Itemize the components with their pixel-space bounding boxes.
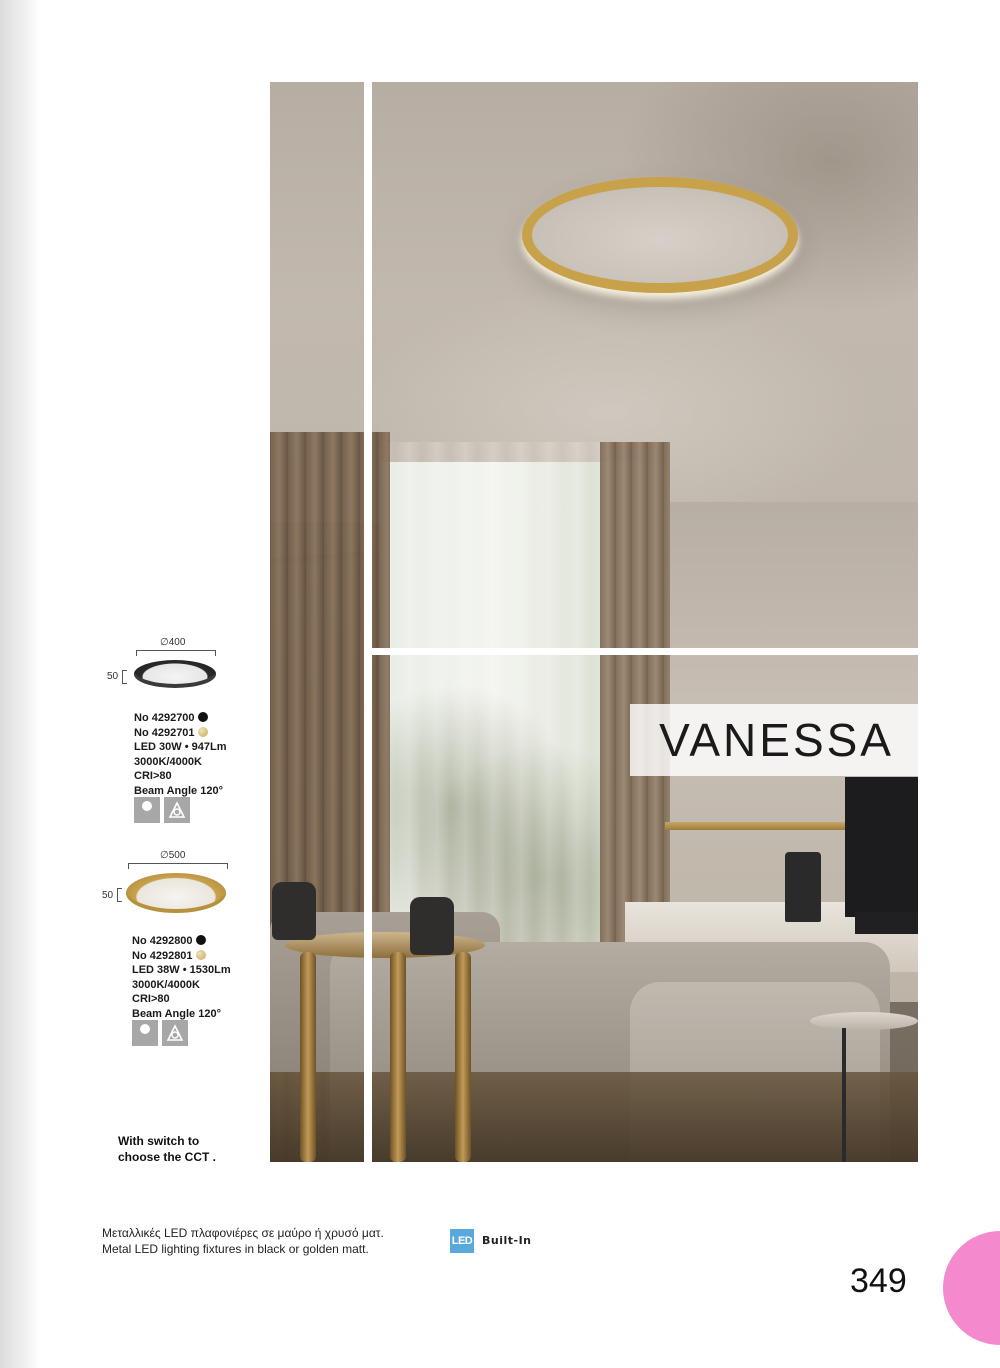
- finish-black-dot: [198, 712, 208, 722]
- spec-power: LED 38W • 1530Lm: [132, 964, 231, 977]
- photo-divider-vertical: [364, 82, 372, 1162]
- variant-specs: [132, 934, 231, 1022]
- light-source-dot: [142, 801, 152, 811]
- light-source-icon: [134, 797, 160, 823]
- spec-cri: CRI>80: [132, 993, 170, 1006]
- product-code-row: [134, 711, 227, 726]
- height-label: 50: [107, 671, 119, 682]
- ceiling-lamp-image: [522, 177, 798, 293]
- photo-table-leg: [455, 952, 471, 1162]
- spec-beam-angle: Beam Angle 120°: [132, 1007, 221, 1020]
- product-code: No 4292801: [132, 949, 193, 962]
- fixture-black-image: [134, 660, 216, 688]
- light-source-icon: [132, 1020, 158, 1046]
- height-bracket: [117, 888, 122, 902]
- diameter-dimension-line: [128, 863, 228, 869]
- cct-switch-icon: [162, 1020, 188, 1046]
- product-code-row: [132, 949, 231, 964]
- switch-note: [118, 1133, 216, 1165]
- variant-specs: [134, 711, 227, 799]
- page-accent-circle: [943, 1231, 1000, 1345]
- height-label: 50: [102, 890, 114, 901]
- photo-side-table: [810, 1012, 918, 1030]
- height-bracket: [122, 670, 127, 684]
- led-builtin-label: Built-In: [482, 1234, 532, 1247]
- diameter-label: ∅400: [160, 637, 186, 648]
- photo-tv: [845, 777, 918, 917]
- product-code: No 4292700: [134, 712, 195, 724]
- light-source-dot: [140, 1024, 150, 1034]
- product-code: No 4292800: [132, 935, 193, 947]
- led-icon: LED: [450, 1229, 474, 1253]
- product-photo: [270, 82, 918, 1162]
- spec-beam-angle: Beam Angle 120°: [134, 784, 223, 797]
- finish-black-dot: [196, 935, 206, 945]
- photo-table-leg: [300, 952, 316, 1162]
- product-code: No 4292701: [134, 726, 195, 739]
- photo-divider-horizontal: [372, 648, 918, 655]
- photo-table-leg: [390, 952, 406, 1162]
- photo-vase: [272, 882, 316, 940]
- finish-gold-dot: [198, 727, 208, 737]
- spec-cct: 3000K/4000K: [132, 978, 200, 991]
- switch-note-line: With switch to: [118, 1134, 200, 1148]
- fixture-gold-image: [126, 873, 226, 913]
- photo-brass-strip: [665, 822, 845, 830]
- spec-cct: 3000K/4000K: [134, 755, 202, 768]
- page-number: 349: [850, 1262, 907, 1300]
- photo-vase: [410, 897, 454, 955]
- diameter-label: ∅500: [160, 850, 186, 861]
- photo-speaker: [785, 852, 821, 922]
- page-edge-shadow: [0, 0, 40, 1368]
- product-name: VANESSA: [659, 714, 894, 766]
- product-code-row: [132, 934, 231, 949]
- cct-switch-icon: [164, 797, 190, 823]
- finish-gold-dot: [196, 950, 206, 960]
- photo-soundbar: [855, 912, 918, 934]
- product-description: [102, 1226, 384, 1257]
- spec-cri: CRI>80: [134, 770, 172, 783]
- cct-switch-graphic: [162, 1020, 188, 1046]
- switch-note-line: choose the CCT .: [118, 1150, 217, 1164]
- spec-power: LED 30W • 947Lm: [134, 741, 227, 754]
- description-english: Metal LED lighting fixtures in black or golden matt.: [102, 1241, 369, 1256]
- diameter-dimension-line: [136, 650, 216, 656]
- cct-switch-graphic: [164, 797, 190, 823]
- product-code-row: [134, 726, 227, 741]
- photo-side-table-stem: [842, 1028, 846, 1162]
- description-greek: Μεταλλικές LED πλαφονιέρες σε μαύρο ή χρυσό ματ.: [102, 1226, 384, 1240]
